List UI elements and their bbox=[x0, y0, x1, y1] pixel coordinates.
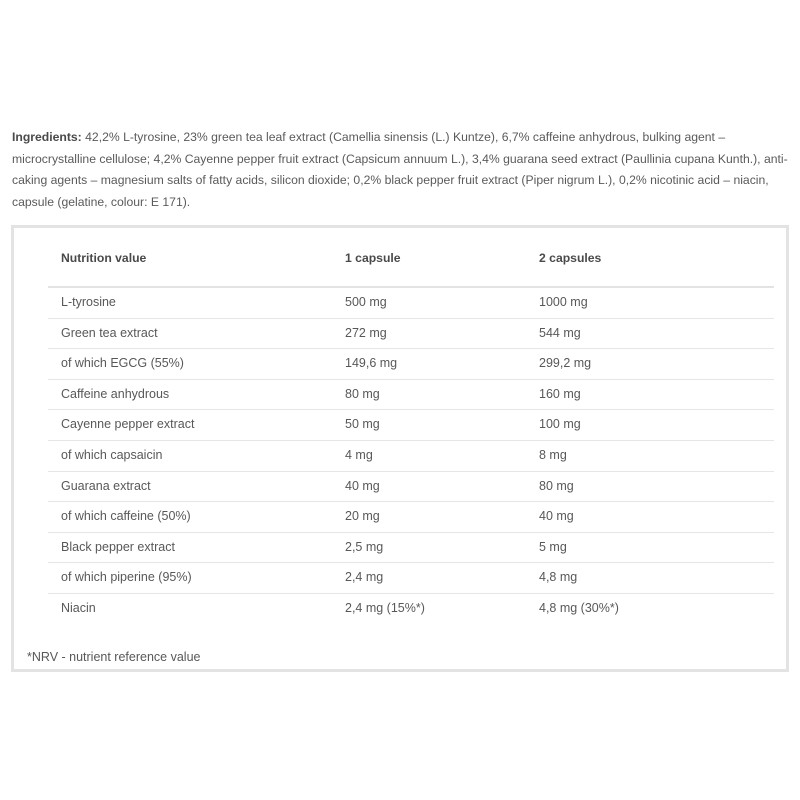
row-name: of which capsaicin bbox=[61, 447, 163, 462]
table-row bbox=[48, 563, 774, 594]
row-name: Guarana extract bbox=[61, 478, 151, 493]
row-2-capsules: 299,2 mg bbox=[539, 356, 592, 371]
row-1-capsule: 20 mg bbox=[345, 509, 380, 524]
row-name: L-tyrosine bbox=[61, 295, 116, 309]
table-row bbox=[48, 472, 774, 503]
header-2-capsules: 2 capsules bbox=[539, 251, 602, 265]
row-2-capsules: 160 mg bbox=[539, 386, 581, 401]
row-2-capsules: 4,8 mg (30%*) bbox=[539, 600, 619, 615]
ingredients-label: Ingredients: bbox=[12, 130, 82, 144]
row-1-capsule: 50 mg bbox=[345, 417, 380, 432]
row-1-capsule: 2,4 mg (15%*) bbox=[345, 600, 425, 615]
ingredients-paragraph bbox=[12, 127, 792, 213]
row-2-capsules: 4,8 mg bbox=[539, 570, 578, 585]
row-1-capsule: 2,5 mg bbox=[345, 539, 384, 554]
nutrition-table bbox=[48, 228, 774, 624]
row-1-capsule: 4 mg bbox=[345, 447, 373, 462]
header-1-capsule: 1 capsule bbox=[345, 251, 401, 265]
row-2-capsules: 544 mg bbox=[539, 325, 581, 340]
row-1-capsule: 149,6 mg bbox=[345, 356, 398, 371]
header-nutrition-value: Nutrition value bbox=[61, 251, 147, 265]
row-1-capsule: 80 mg bbox=[345, 386, 380, 401]
table-row bbox=[48, 288, 774, 319]
table-row bbox=[48, 349, 774, 380]
row-name: Green tea extract bbox=[61, 325, 158, 340]
row-name: of which caffeine (50%) bbox=[61, 509, 191, 524]
nrv-footnote: *NRV - nutrient reference value bbox=[27, 650, 201, 664]
table-row bbox=[48, 410, 774, 441]
row-2-capsules: 40 mg bbox=[539, 509, 574, 524]
row-1-capsule: 40 mg bbox=[345, 478, 380, 493]
row-name: of which EGCG (55%) bbox=[61, 356, 184, 371]
row-1-capsule: 272 mg bbox=[345, 325, 387, 340]
table-row bbox=[48, 380, 774, 411]
ingredients-text: 42,2% L-tyrosine, 23% green tea leaf extract (Camellia sinensis (L.) Kuntze), 6,7% caffeine anhydrous, bulking agent – microcrystalline cellulose; 4,2% Cayenne pepper fruit extract (Capsicum annuum L.), 3,4% guarana seed extract (Paullinia cupana Kunth.), anti-caking agents – magnesium salts of fatty acids, silicon dioxide; 0,2% black pepper fruit extract (Piper nigrum L.), 0,2% nicotinic acid – niacin, capsule (gelatine, colour: E 171). bbox=[12, 130, 788, 209]
row-name: of which piperine (95%) bbox=[61, 570, 192, 585]
row-1-capsule: 2,4 mg bbox=[345, 570, 384, 585]
row-2-capsules: 80 mg bbox=[539, 478, 574, 493]
row-2-capsules: 5 mg bbox=[539, 539, 567, 554]
nutrition-panel bbox=[11, 225, 789, 672]
table-row bbox=[48, 502, 774, 533]
table-row bbox=[48, 594, 774, 624]
row-name: Niacin bbox=[61, 600, 96, 615]
table-row bbox=[48, 533, 774, 564]
row-2-capsules: 100 mg bbox=[539, 417, 581, 432]
table-header-row bbox=[48, 228, 774, 288]
row-name: Black pepper extract bbox=[61, 539, 175, 554]
table-row bbox=[48, 441, 774, 472]
row-name: Cayenne pepper extract bbox=[61, 417, 195, 432]
table-row bbox=[48, 319, 774, 350]
row-2-capsules: 1000 mg bbox=[539, 295, 588, 309]
row-2-capsules: 8 mg bbox=[539, 447, 567, 462]
row-1-capsule: 500 mg bbox=[345, 295, 387, 309]
row-name: Caffeine anhydrous bbox=[61, 386, 170, 401]
